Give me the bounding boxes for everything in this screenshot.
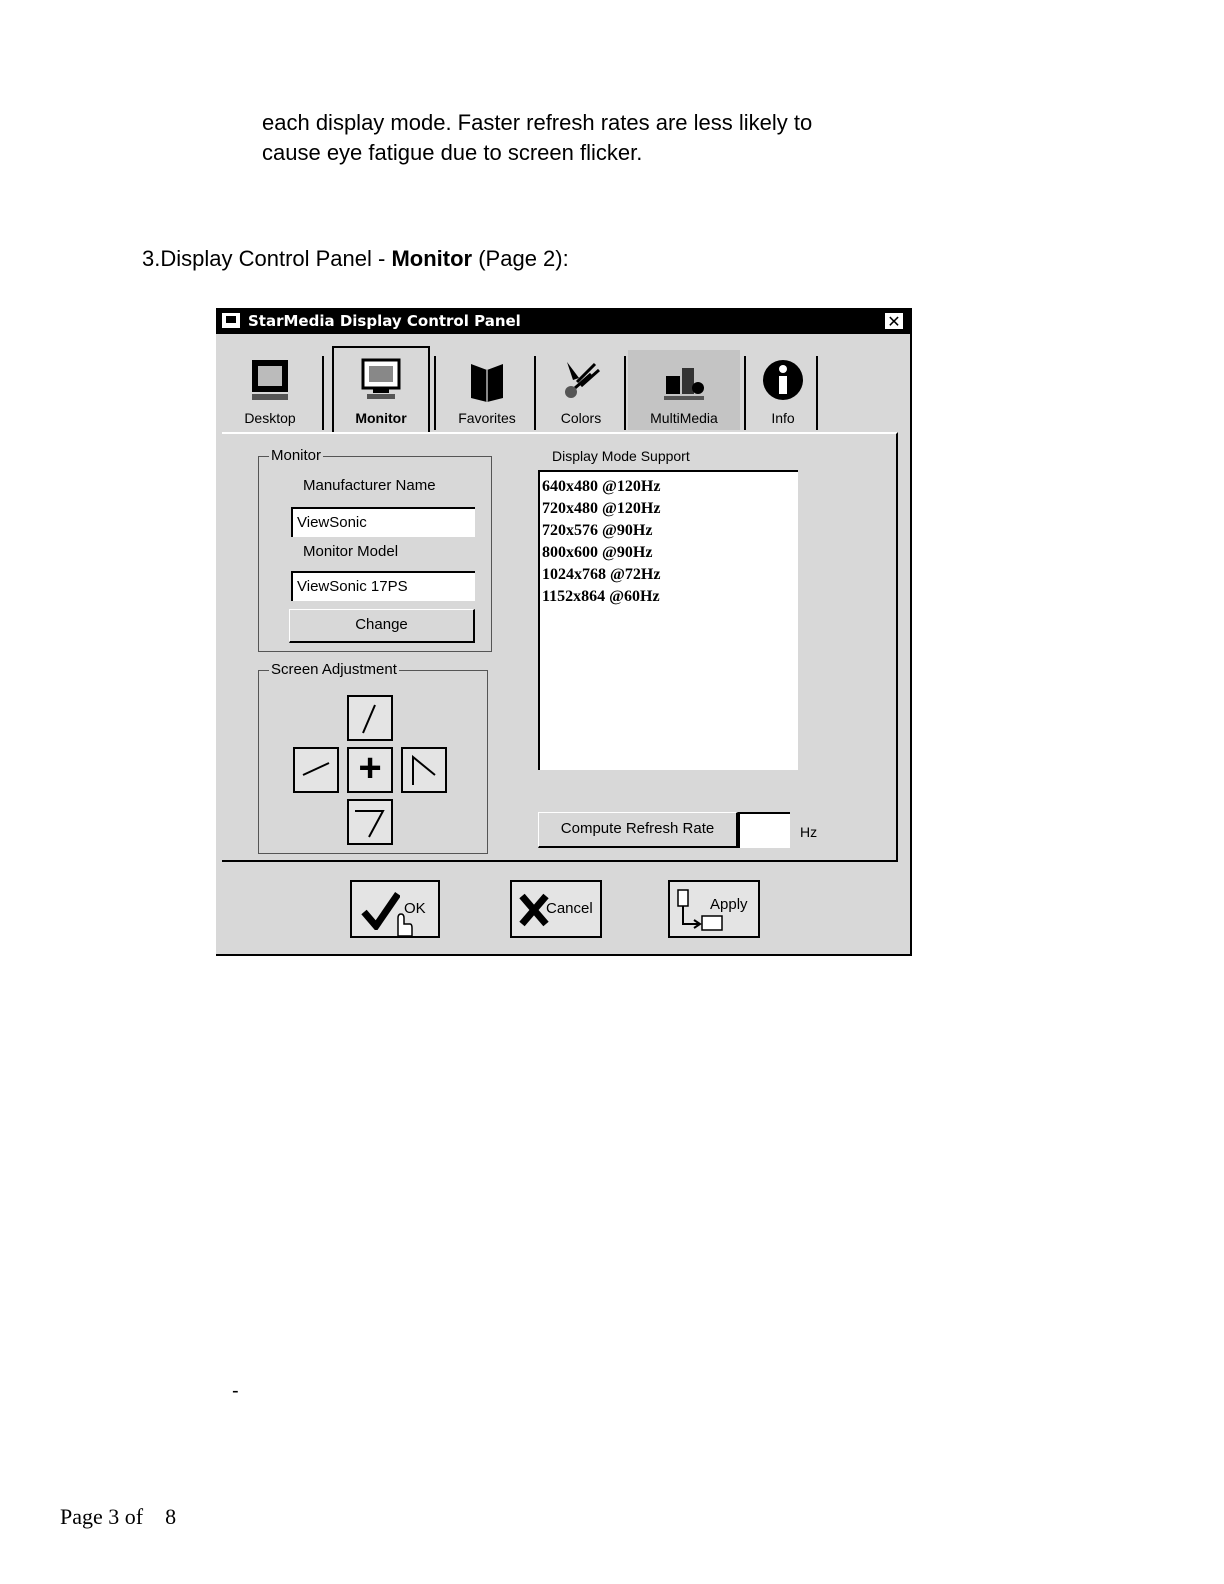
adjust-down-icon: [349, 801, 391, 843]
multimedia-icon: [662, 358, 706, 402]
monitor-model-label: Monitor Model: [303, 543, 399, 560]
refresh-rate-field[interactable]: [738, 812, 790, 848]
tab-monitor[interactable]: [332, 346, 430, 434]
section-heading-prefix: 3.Display Control Panel -: [142, 246, 392, 271]
close-button[interactable]: ✕: [884, 312, 904, 330]
tab-separator: [744, 356, 746, 430]
tab-favorites[interactable]: [444, 350, 530, 430]
list-item[interactable]: 640x480 @120Hz: [542, 478, 661, 495]
apply-button[interactable]: [668, 880, 760, 938]
adjust-left-icon: [295, 749, 337, 791]
app-icon: [222, 313, 240, 328]
page-number-text: Page 3 of: [60, 1504, 144, 1529]
ok-button[interactable]: [350, 880, 440, 938]
stray-mark: -: [232, 1380, 239, 1402]
adjust-center-button[interactable]: +: [347, 747, 393, 793]
monitor-icon: [359, 358, 403, 402]
ok-button-label: OK: [404, 900, 426, 917]
tab-label-info: Info: [771, 410, 795, 426]
change-button[interactable]: Change: [289, 609, 475, 643]
section-heading-bold: Monitor: [391, 246, 473, 271]
tab-label-desktop: Desktop: [244, 410, 296, 426]
tab-separator: [534, 356, 536, 430]
title-bar[interactable]: [216, 308, 910, 334]
section-heading-suffix: (Page 2):: [472, 246, 569, 271]
info-icon: [761, 358, 805, 402]
section-heading: [142, 246, 569, 272]
tab-separator: [816, 356, 818, 430]
page-footer: [60, 1504, 176, 1530]
adjust-right-button[interactable]: [401, 747, 447, 793]
tab-multimedia[interactable]: [628, 350, 740, 430]
tab-label-multimedia: MultiMedia: [650, 410, 718, 426]
cancel-button[interactable]: [510, 880, 602, 938]
adjust-up-icon: [349, 697, 391, 739]
page-total: 8: [165, 1504, 177, 1529]
book-icon: [465, 358, 509, 402]
tab-info[interactable]: [752, 350, 814, 430]
intro-paragraph: [262, 108, 942, 168]
list-item[interactable]: 800x600 @90Hz: [542, 544, 653, 561]
apply-button-label: Apply: [710, 896, 748, 913]
list-item[interactable]: 1152x864 @60Hz: [542, 588, 660, 605]
list-item[interactable]: 720x576 @90Hz: [542, 522, 653, 539]
monitor-group-title: Monitor: [271, 447, 322, 464]
cancel-button-label: Cancel: [546, 900, 593, 917]
adjust-right-icon: [403, 749, 445, 791]
compute-refresh-rate-button[interactable]: Compute Refresh Rate: [538, 812, 738, 848]
manufacturer-name-label: Manufacturer Name: [303, 477, 436, 494]
intro-line-1: each display mode. Faster refresh rates are less likely to: [262, 110, 813, 135]
monitor-group: [258, 447, 492, 652]
tab-strip: [222, 350, 822, 432]
intro-line-2: cause eye fatigue due to screen flicker.: [262, 140, 643, 165]
palette-icon: [559, 358, 603, 402]
display-mode-list[interactable]: [538, 470, 798, 770]
adjust-left-button[interactable]: [293, 747, 339, 793]
tab-label-monitor: Monitor: [355, 410, 407, 426]
hand-cursor-icon: [392, 912, 414, 938]
list-item[interactable]: 720x480 @120Hz: [542, 500, 661, 517]
manufacturer-name-field[interactable]: ViewSonic: [291, 507, 475, 537]
display-mode-support-title: Display Mode Support: [552, 448, 690, 464]
screen-adjustment-title: Screen Adjustment: [271, 661, 397, 678]
hz-unit-label: Hz: [800, 824, 818, 840]
tab-label-favorites: Favorites: [458, 410, 516, 426]
tab-separator: [624, 356, 626, 430]
adjust-up-button[interactable]: [347, 695, 393, 741]
tab-label-colors: Colors: [560, 410, 602, 426]
tab-content-panel: [222, 432, 898, 862]
tab-colors[interactable]: [542, 350, 620, 430]
screen-adjustment-group: [258, 661, 488, 854]
desktop-icon: [248, 358, 292, 402]
tab-desktop[interactable]: [222, 350, 318, 430]
list-item[interactable]: 1024x768 @72Hz: [542, 566, 661, 583]
monitor-model-field[interactable]: ViewSonic 17PS: [291, 571, 475, 601]
window-title: StarMedia Display Control Panel: [248, 312, 521, 330]
adjust-down-button[interactable]: [347, 799, 393, 845]
tab-separator: [434, 356, 436, 430]
tab-separator: [322, 356, 324, 430]
control-panel-window: [216, 308, 912, 956]
